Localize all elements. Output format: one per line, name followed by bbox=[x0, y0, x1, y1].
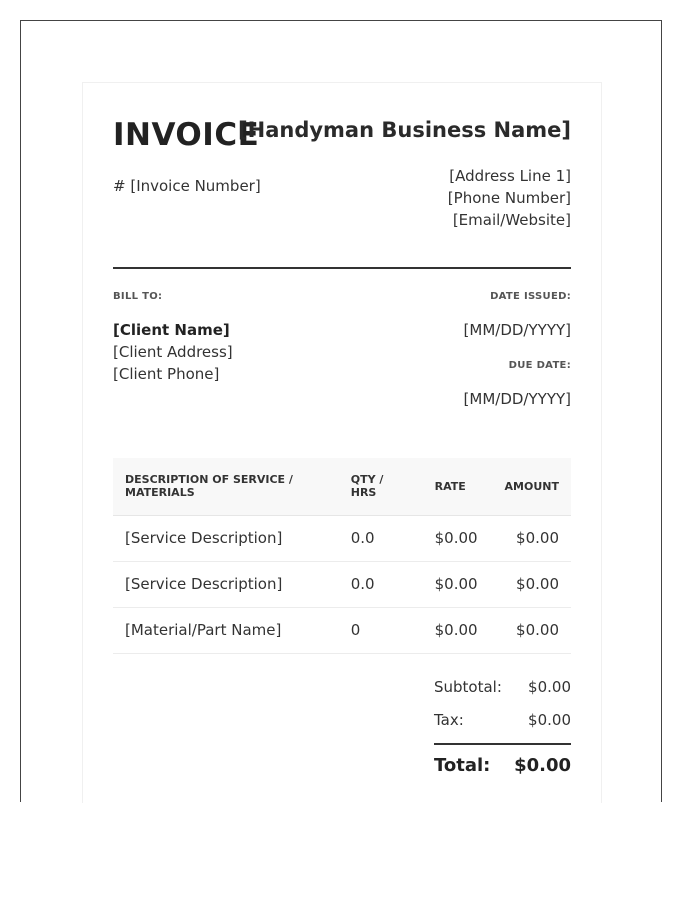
bill-to-block bbox=[113, 291, 233, 385]
tax-label: Tax: bbox=[434, 711, 464, 729]
row-rate: $0.00 bbox=[423, 607, 493, 653]
header-qty: QTY / HRS bbox=[339, 458, 423, 515]
bill-to-label: BILL TO: bbox=[113, 291, 163, 302]
row-qty: 0 bbox=[339, 607, 423, 653]
row-amount: $0.00 bbox=[493, 607, 571, 653]
phone-line: [Phone Number] bbox=[447, 189, 571, 207]
client-phone: [Client Phone] bbox=[113, 365, 220, 383]
business-name: [Handyman Business Name] bbox=[238, 118, 571, 142]
row-rate: $0.00 bbox=[423, 561, 493, 607]
tax-value: $0.00 bbox=[528, 711, 571, 729]
header-description: DESCRIPTION OF SERVICE / MATERIALS bbox=[113, 458, 339, 515]
invoice-header bbox=[113, 83, 571, 233]
date-issued-label: DATE ISSUED: bbox=[490, 291, 571, 302]
total-row bbox=[434, 755, 571, 776]
row-description: [Service Description] bbox=[113, 515, 339, 561]
page-frame bbox=[20, 20, 662, 802]
totals-block bbox=[434, 677, 571, 776]
date-issued-value: [MM/DD/YYYY] bbox=[463, 321, 571, 339]
row-description: [Service Description] bbox=[113, 561, 339, 607]
table-header-row bbox=[113, 458, 571, 515]
row-amount: $0.00 bbox=[493, 561, 571, 607]
subtotal-value: $0.00 bbox=[528, 678, 571, 696]
dates-block bbox=[464, 291, 571, 410]
invoice-number: # [Invoice Number] bbox=[113, 177, 261, 195]
total-value: $0.00 bbox=[514, 755, 571, 776]
email-line: [Email/Website] bbox=[452, 211, 571, 229]
client-name: [Client Name] bbox=[113, 321, 230, 339]
totals-divider bbox=[434, 743, 571, 745]
header-divider bbox=[113, 267, 571, 269]
row-rate: $0.00 bbox=[423, 515, 493, 561]
subtotal-label: Subtotal: bbox=[434, 678, 502, 696]
line-items-table bbox=[113, 458, 571, 654]
row-qty: 0.0 bbox=[339, 515, 423, 561]
header-amount: AMOUNT bbox=[493, 458, 571, 515]
table-row bbox=[113, 515, 571, 561]
subtotal-row bbox=[434, 677, 571, 710]
invoice-content bbox=[113, 83, 571, 776]
row-description: [Material/Part Name] bbox=[113, 607, 339, 653]
client-address: [Client Address] bbox=[113, 343, 233, 361]
due-date-label: DUE DATE: bbox=[508, 360, 571, 371]
invoice-sheet bbox=[82, 82, 602, 803]
table-row bbox=[113, 607, 571, 653]
row-qty: 0.0 bbox=[339, 561, 423, 607]
row-amount: $0.00 bbox=[493, 515, 571, 561]
total-label: Total: bbox=[434, 755, 491, 776]
due-date-value: [MM/DD/YYYY] bbox=[463, 390, 571, 408]
business-contact-block bbox=[448, 165, 571, 231]
table-row bbox=[113, 561, 571, 607]
invoice-title: INVOICE bbox=[113, 117, 260, 153]
header-rate: RATE bbox=[423, 458, 493, 515]
address-line: [Address Line 1] bbox=[449, 167, 571, 185]
tax-row bbox=[434, 710, 571, 743]
